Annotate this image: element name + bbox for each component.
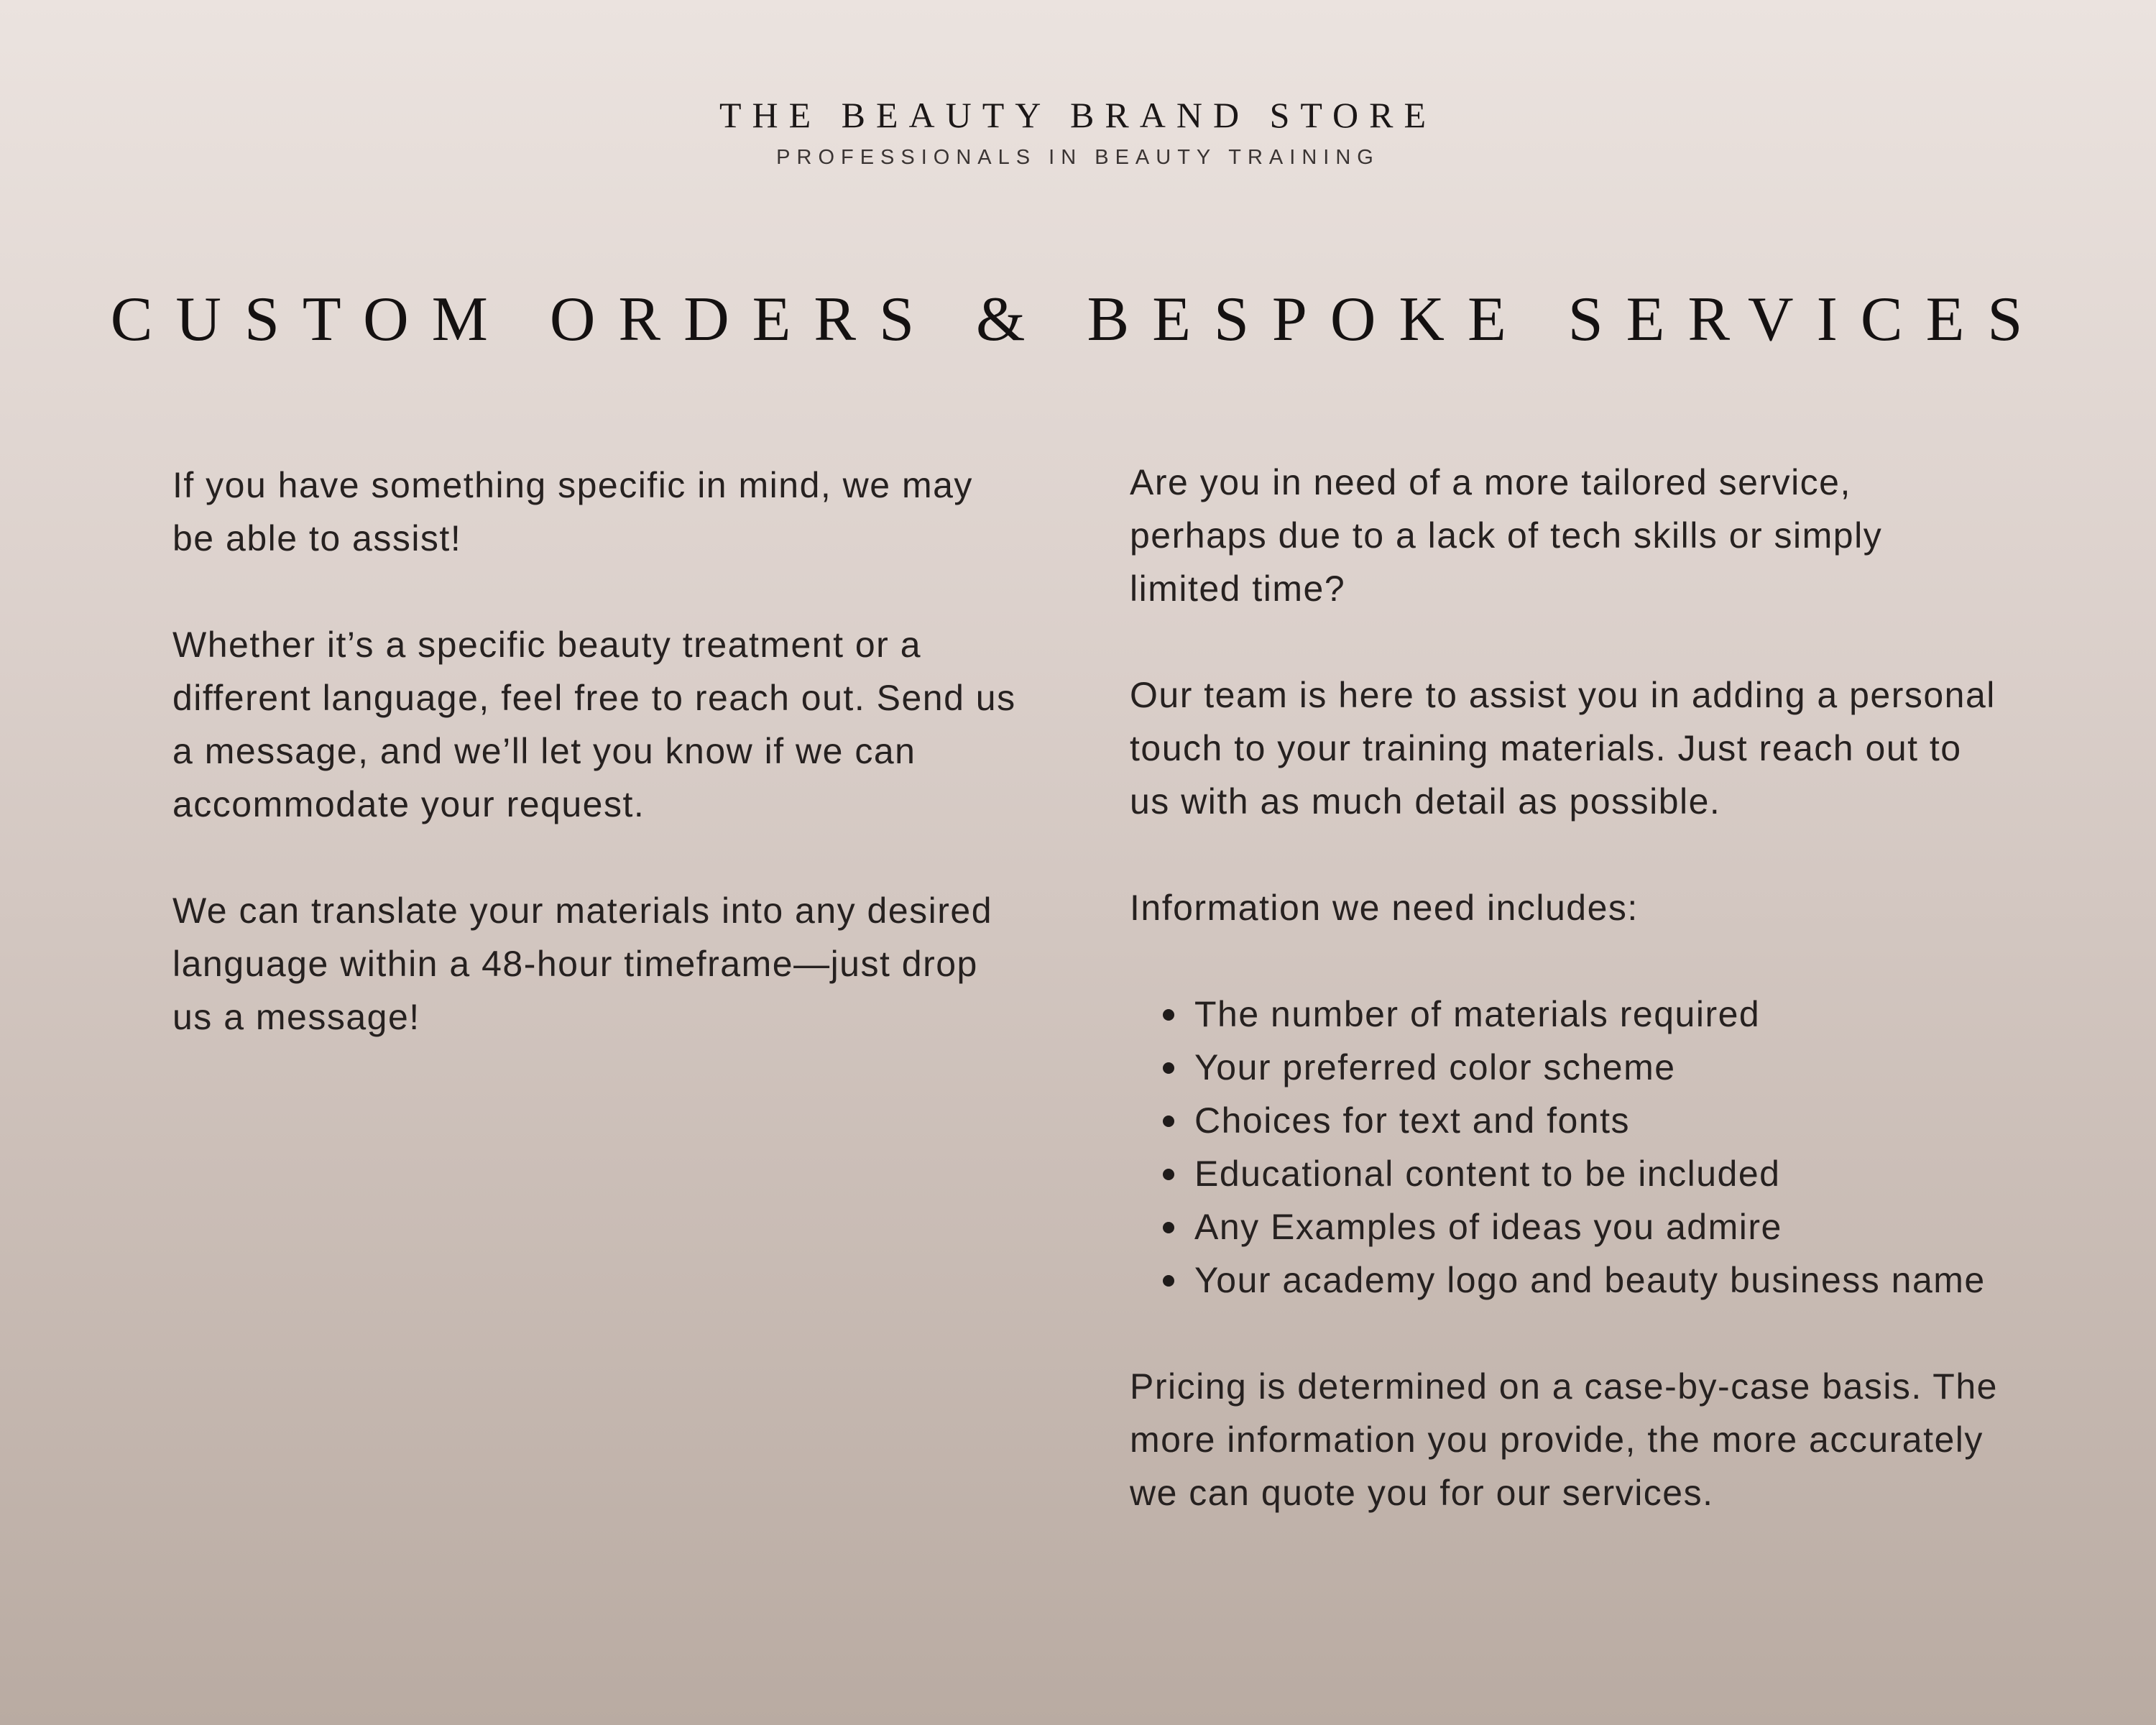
list-item-text: Your preferred color scheme [1194, 1047, 1676, 1087]
bullet-icon [1163, 1169, 1174, 1180]
translation-paragraph: We can translate your materials into any desired language within a 48-hour timeframe—just drop us a message! [172, 891, 993, 1037]
list-item [1194, 1094, 1999, 1147]
team-paragraph: Our team is here to assist you in adding a personal touch to your training materials. Just reach out to us with as much detail as possible. [1130, 675, 1996, 822]
info-list [1130, 988, 1999, 1307]
bullet-icon [1163, 1062, 1174, 1074]
list-item-text: Educational content to be included [1194, 1154, 1781, 1194]
brand-tagline: PROFESSIONALS IN BEAUTY TRAINING [776, 146, 1380, 169]
left-column [172, 459, 1021, 1044]
list-item [1194, 1147, 1999, 1200]
list-item [1194, 988, 1999, 1041]
pricing-paragraph: Pricing is determined on a case-by-case basis. The more information you provide, the more accurately we can quote you for our services. [1130, 1366, 1998, 1513]
info-heading: Information we need includes: [1130, 888, 1639, 928]
bullet-icon [1163, 1275, 1174, 1287]
list-item [1194, 1041, 1999, 1094]
bullet-icon [1163, 1116, 1174, 1127]
list-item [1194, 1254, 1999, 1307]
list-item-text: Choices for text and fonts [1194, 1100, 1630, 1141]
bullet-icon [1163, 1222, 1174, 1233]
language-paragraph: Whether it’s a specific beauty treatment or a different language, feel free to reach out. Send us a message, and we’ll let you know if we can accommodate your request. [172, 625, 1016, 824]
assist-paragraph: If you have something specific in mind, we may be able to assist! [172, 465, 973, 558]
list-item [1194, 1200, 1999, 1254]
brand-name: THE BEAUTY BRAND STORE [719, 95, 1437, 135]
list-item-text: The number of materials required [1194, 994, 1761, 1034]
list-item-text: Any Examples of ideas you admire [1194, 1207, 1782, 1247]
brand-header [0, 93, 2156, 170]
right-column [1130, 456, 1999, 1519]
tailored-service-paragraph: Are you in need of a more tailored service, perhaps due to a lack of tech skills or simply limited time? [1130, 462, 1883, 609]
bullet-icon [1163, 1009, 1174, 1021]
list-item-text: Your academy logo and beauty business name [1194, 1260, 1986, 1300]
page-title: CUSTOM ORDERS & BESPOKE SERVICES [110, 285, 2046, 354]
